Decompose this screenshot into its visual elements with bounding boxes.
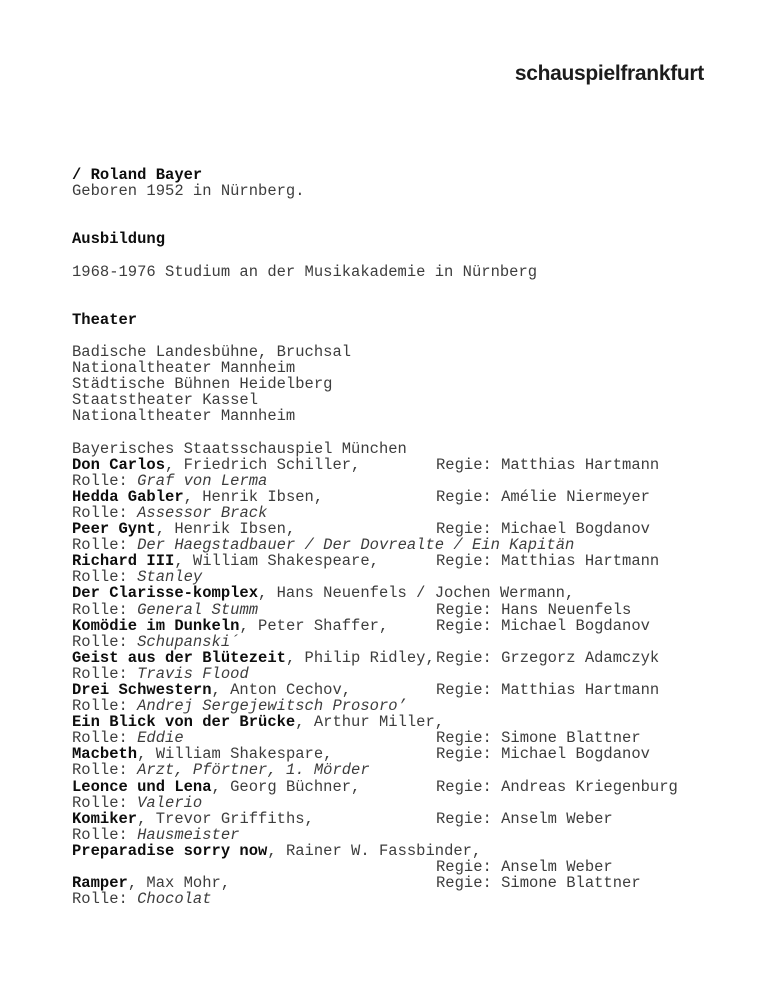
blank-line [72, 425, 732, 441]
plain-text: , Friedrich Schiller, [165, 455, 361, 474]
title-text: Geist aus der Blütezeit [72, 648, 286, 667]
theater-company [72, 360, 732, 376]
title-text: Leonce und Lena [72, 777, 212, 796]
plain-text: Bayerisches Staatsschauspiel München [72, 439, 407, 458]
regie-credit: Regie: Anselm Weber [436, 858, 613, 877]
role-text: Valerio [137, 793, 203, 812]
production-line [72, 875, 732, 891]
role-text: General Stumm [137, 600, 259, 619]
section-heading-ausbildung [72, 231, 732, 247]
plain-text: , Max Mohr, [127, 874, 231, 893]
role-line [72, 537, 732, 553]
regie-credit: Regie: Anselm Weber [436, 809, 613, 828]
blank-line [72, 247, 732, 263]
theater-company [72, 408, 732, 424]
plain-text: Rolle: [72, 761, 138, 780]
plain-text: Rolle: [72, 568, 138, 587]
regie-credit: Regie: Michael Bogdanov [436, 520, 650, 539]
title-text: Komödie im Dunkeln [72, 616, 240, 635]
plain-text: Rolle: [72, 697, 138, 716]
blank-line [72, 280, 732, 296]
regie-credit: Regie: Grzegorz Adamczyk [436, 648, 660, 667]
role-line [72, 505, 732, 521]
regie-credit: Regie: Andreas Kriegenburg [436, 777, 678, 796]
title-text: Don Carlos [72, 455, 166, 474]
regie-credit: Regie: Hans Neuenfels [436, 600, 632, 619]
title-text: Peer Gynt [72, 520, 156, 539]
title-text: Drei Schwestern [72, 681, 212, 699]
plain-text: Nationaltheater Mannheim [72, 359, 296, 378]
production-line [72, 489, 732, 505]
theater-company [72, 376, 732, 392]
title-text: Ein Blick von der Brücke [72, 713, 296, 732]
plain-text: Rolle: [72, 503, 138, 522]
role-text: Graf von Lerma [137, 471, 268, 490]
title-text: Der Clarisse-komplex [72, 584, 259, 603]
production-line [72, 682, 732, 698]
plain-text: Rolle: [72, 471, 138, 490]
plain-text: , William Shakespeare, [174, 552, 379, 571]
plain-text: Rolle: [72, 825, 138, 844]
role-text: Hausmeister [137, 825, 240, 844]
plain-text: , Henrik Ibsen, [183, 487, 324, 506]
plain-text: Nationaltheater Mannheim [72, 407, 296, 426]
plain-text: , Anton Cechov, [211, 681, 352, 699]
role-line [72, 634, 732, 650]
production-line [72, 553, 732, 569]
regie-credit: Regie: Simone Blattner [436, 874, 641, 893]
regie-credit: Regie: Michael Bogdanov [436, 616, 650, 635]
blank-line [72, 215, 732, 231]
blank-line [72, 328, 732, 344]
role-line [72, 795, 732, 811]
education-entry [72, 264, 732, 280]
plain-text: Rolle: [72, 632, 138, 651]
role-line [72, 891, 732, 907]
birth-info [72, 183, 732, 199]
plain-text: 1968-1976 Studium an der Musikakademie in Nürnberg [72, 262, 538, 281]
plain-text: Badische Landesbühne, Bruchsal [72, 343, 352, 362]
plain-text: Rolle: [72, 536, 138, 555]
role-line [72, 762, 732, 778]
title-text: / Roland Bayer [72, 166, 203, 184]
role-text: Chocolat [137, 890, 212, 909]
role-line [72, 827, 732, 843]
role-line [72, 730, 732, 746]
plain-text: , Philip Ridley, [285, 648, 435, 667]
title-text: Ausbildung [72, 230, 166, 249]
production-line [72, 746, 732, 762]
plain-text: , Henrik Ibsen, [155, 520, 296, 539]
production-line [72, 521, 732, 537]
blank-line [72, 296, 732, 312]
plain-text: , Arthur Miller, [295, 713, 445, 732]
regie-credit: Regie: Michael Bogdanov [436, 745, 650, 764]
plain-text: , Hans Neuenfels / Jochen Wermann, [258, 584, 575, 603]
role-text: Eddie [137, 729, 184, 748]
theater-company [72, 344, 732, 360]
blank-line [72, 199, 732, 215]
role-text: Der Haegstadbauer / Der Dovrealte / Ein Kapitän [137, 536, 575, 555]
role-line [72, 569, 732, 585]
production-line [72, 811, 732, 827]
role-text: Andrej Sergejewitsch Prosoro’ [137, 697, 407, 716]
schauspielfrankfurt-logo: schauspielfrankfurt [514, 62, 704, 85]
role-text: Travis Flood [137, 664, 249, 683]
title-text: Preparadise sorry now [72, 841, 268, 860]
title-text: Theater [72, 310, 138, 329]
production-line [72, 843, 732, 859]
regie-line [72, 859, 732, 875]
plain-text: Städtische Bühnen Heidelberg [72, 375, 333, 394]
production-line [72, 585, 732, 601]
title-text: Macbeth [72, 745, 138, 764]
role-line [72, 602, 732, 618]
regie-credit: Regie: Simone Blattner [436, 729, 641, 748]
production-line [72, 457, 732, 473]
plain-text: , William Shakespare, [137, 745, 333, 764]
plain-text: Rolle: [72, 890, 138, 909]
title-text: Richard III [72, 552, 175, 571]
theater-company [72, 392, 732, 408]
production-line [72, 714, 732, 730]
plain-text: , Rainer W. Fassbinder, [267, 841, 482, 860]
regie-credit: Regie: Matthias Hartmann [436, 552, 660, 571]
role-line [72, 698, 732, 714]
title-text: Ramper [72, 874, 128, 893]
plain-text: , Trevor Griffiths, [137, 809, 314, 828]
plain-text: Staatstheater Kassel [72, 391, 259, 410]
plain-text: Rolle: [72, 600, 138, 619]
plain-text: Rolle: [72, 664, 138, 683]
role-text: Stanley [137, 568, 203, 587]
cv-text-block [72, 167, 732, 907]
role-text: Assessor Brack [137, 503, 268, 522]
production-line [72, 650, 732, 666]
title-text: Komiker [72, 809, 138, 828]
production-line [72, 779, 732, 795]
regie-credit: Regie: Matthias Hartmann [436, 681, 660, 699]
plain-text: Rolle: [72, 793, 138, 812]
regie-credit: Regie: Amélie Niermeyer [436, 487, 650, 506]
role-text: Schupanski´ [137, 632, 240, 651]
plain-text: , Peter Shaffer, [239, 616, 389, 635]
plain-text: Geboren 1952 in Nürnberg. [72, 182, 305, 201]
section-heading-theater [72, 312, 732, 328]
ensemble-name [72, 441, 732, 457]
role-line [72, 473, 732, 489]
role-line [72, 666, 732, 682]
production-line [72, 618, 732, 634]
person-name [72, 167, 732, 183]
regie-credit: Regie: Matthias Hartmann [436, 455, 660, 474]
role-text: Arzt, Pförtner, 1. Mörder [137, 761, 370, 780]
plain-text: , Georg Büchner, [211, 777, 361, 796]
plain-text: Rolle: [72, 729, 138, 748]
title-text: Hedda Gabler [72, 487, 184, 506]
